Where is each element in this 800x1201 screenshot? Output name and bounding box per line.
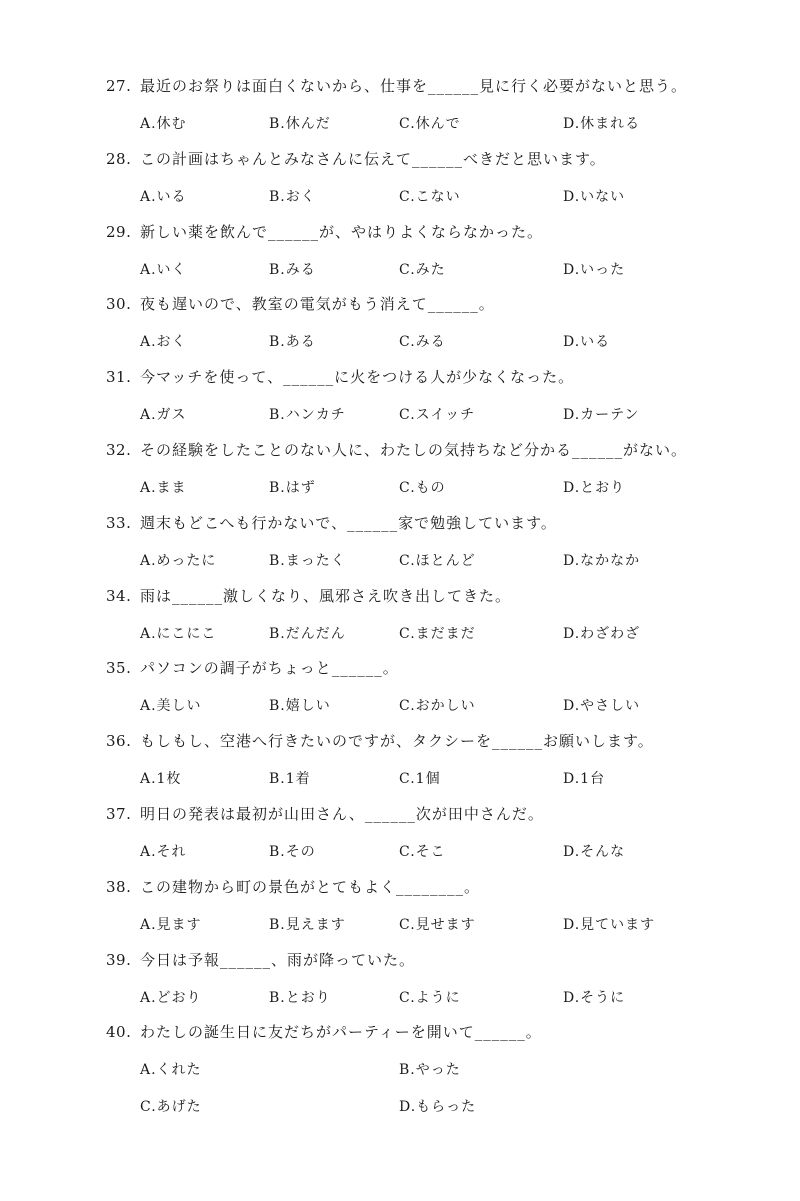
question-27 <box>0 0 800 132</box>
question-text: この建物から町の景色がとてもよく________。 <box>140 877 481 896</box>
question-number: 40. <box>106 1023 132 1042</box>
question-number: 37. <box>106 805 132 823</box>
question-30 <box>0 218 800 351</box>
option-a: A.いく <box>140 261 187 278</box>
option-b: B.はず <box>269 480 316 496</box>
question-text: もしもし、空港へ行きたいのですが、タクシーを______お願いします。 <box>140 732 654 751</box>
question-number: 32. <box>106 441 132 459</box>
question-39 <box>0 874 800 1006</box>
option-c: C.みた <box>399 261 446 278</box>
option-c: C.1個 <box>399 771 441 788</box>
option-d: D.いった <box>563 261 626 278</box>
question-number: 34. <box>106 586 132 605</box>
question-text: 明日の発表は最初が山田さん、______次が田中さんだ。 <box>140 805 544 823</box>
option-c: C.まだまだ <box>399 625 476 642</box>
option-d: D.そうに <box>563 989 626 1006</box>
option-d: D.やさしい <box>563 698 641 715</box>
option-b: B.1着 <box>269 771 311 788</box>
question-text: この計画はちゃんとみなさんに伝えて______べきだと思います。 <box>140 149 606 168</box>
option-c: C.こない <box>399 188 461 205</box>
option-b: B.とおり <box>269 989 331 1006</box>
option-d: D.なかなか <box>563 552 641 569</box>
question-28 <box>0 73 800 205</box>
question-33 <box>0 437 800 569</box>
question-number: 38. <box>106 877 132 896</box>
option-b: B.みる <box>269 261 316 278</box>
option-a: A.ガス <box>140 407 187 424</box>
option-d: D.とおり <box>563 480 626 496</box>
question-text: 最近のお祭りは面白くないから、仕事を______見に行く必要がないと思う。 <box>140 77 688 95</box>
option-c: C.もの <box>399 480 446 496</box>
question-number: 29. <box>106 222 132 241</box>
option-d: D.もらった <box>399 1099 477 1116</box>
option-d: D.いる <box>563 334 611 351</box>
option-d: D.そんな <box>563 844 626 860</box>
question-number: 35. <box>106 659 132 678</box>
option-a: A.まま <box>140 480 187 496</box>
option-a: A.見ます <box>140 916 202 933</box>
option-b: B.その <box>269 844 316 860</box>
question-36 <box>0 655 800 788</box>
question-text: その経験をしたことのない人に、わたしの気持ちなど分かる______がない。 <box>140 441 688 459</box>
option-a: A.にこにこ <box>140 625 217 642</box>
option-c: C.休んで <box>399 116 461 132</box>
option-b: B.やった <box>399 1062 461 1079</box>
option-b: B.おく <box>269 188 316 205</box>
option-a: A.いる <box>140 188 187 205</box>
option-a: A.美しい <box>140 698 202 715</box>
option-d: D.カーテン <box>563 407 640 424</box>
option-d: D.1台 <box>563 771 606 788</box>
option-b: B.だんだん <box>269 625 346 642</box>
question-number: 39. <box>106 950 132 969</box>
question-text: 夜も遅いので、教室の電気がもう消えて______。 <box>140 295 495 314</box>
option-a: A.どおり <box>140 989 202 1006</box>
question-number: 28. <box>106 149 132 168</box>
question-text: 今日は予報______、雨が降っていた。 <box>140 950 416 969</box>
question-text: わたしの誕生日に友だちがパーティーを開いて______。 <box>140 1023 542 1042</box>
question-32 <box>0 364 800 496</box>
question-number: 36. <box>106 732 132 751</box>
question-31 <box>0 291 800 424</box>
option-b: B.休んだ <box>269 116 331 132</box>
option-c: C.おかしい <box>399 698 476 715</box>
option-a: A.くれた <box>140 1062 202 1079</box>
question-34 <box>0 510 800 642</box>
question-38 <box>0 801 800 933</box>
question-number: 27. <box>106 77 132 95</box>
question-number: 33. <box>106 513 132 532</box>
question-number: 31. <box>106 368 132 387</box>
question-text: 週末もどこへも行かないで、______家で勉強しています。 <box>140 513 557 532</box>
option-a: A.おく <box>140 334 187 351</box>
option-d: D.休まれる <box>563 116 641 132</box>
option-a: A.めったに <box>140 552 217 569</box>
question-text: 新しい薬を飲んで______が、やはりよくならなかった。 <box>140 222 544 241</box>
option-c: C.みる <box>399 334 446 351</box>
question-text: パソコンの調子がちょっと______。 <box>140 659 399 678</box>
question-29 <box>0 146 800 278</box>
question-number: 30. <box>106 295 132 314</box>
question-37 <box>0 728 800 860</box>
option-c: C.ように <box>399 989 461 1006</box>
option-c: C.スイッチ <box>399 407 476 424</box>
option-d: D.いない <box>563 188 626 205</box>
option-b: B.ある <box>269 334 316 351</box>
option-b: B.見えます <box>269 916 346 933</box>
option-c: C.あげた <box>140 1099 202 1116</box>
option-a: A.それ <box>140 844 187 860</box>
question-text: 雨は______激しくなり、風邪さえ吹き出してきた。 <box>140 586 512 605</box>
question-35 <box>0 582 800 715</box>
option-b: B.嬉しい <box>269 698 331 715</box>
question-40 <box>0 946 800 1116</box>
option-c: C.ほとんど <box>399 552 476 569</box>
option-a: A.休む <box>140 116 187 132</box>
option-c: C.見せます <box>399 916 476 933</box>
option-b: B.ハンカチ <box>269 407 346 424</box>
option-c: C.そこ <box>399 844 446 860</box>
option-a: A.1枚 <box>140 771 182 788</box>
option-d: D.わざわざ <box>563 625 641 642</box>
question-text: 今マッチを使って、______に火をつける人が少なくなった。 <box>140 368 575 387</box>
option-b: B.まったく <box>269 552 346 569</box>
option-d: D.見ています <box>563 916 656 933</box>
